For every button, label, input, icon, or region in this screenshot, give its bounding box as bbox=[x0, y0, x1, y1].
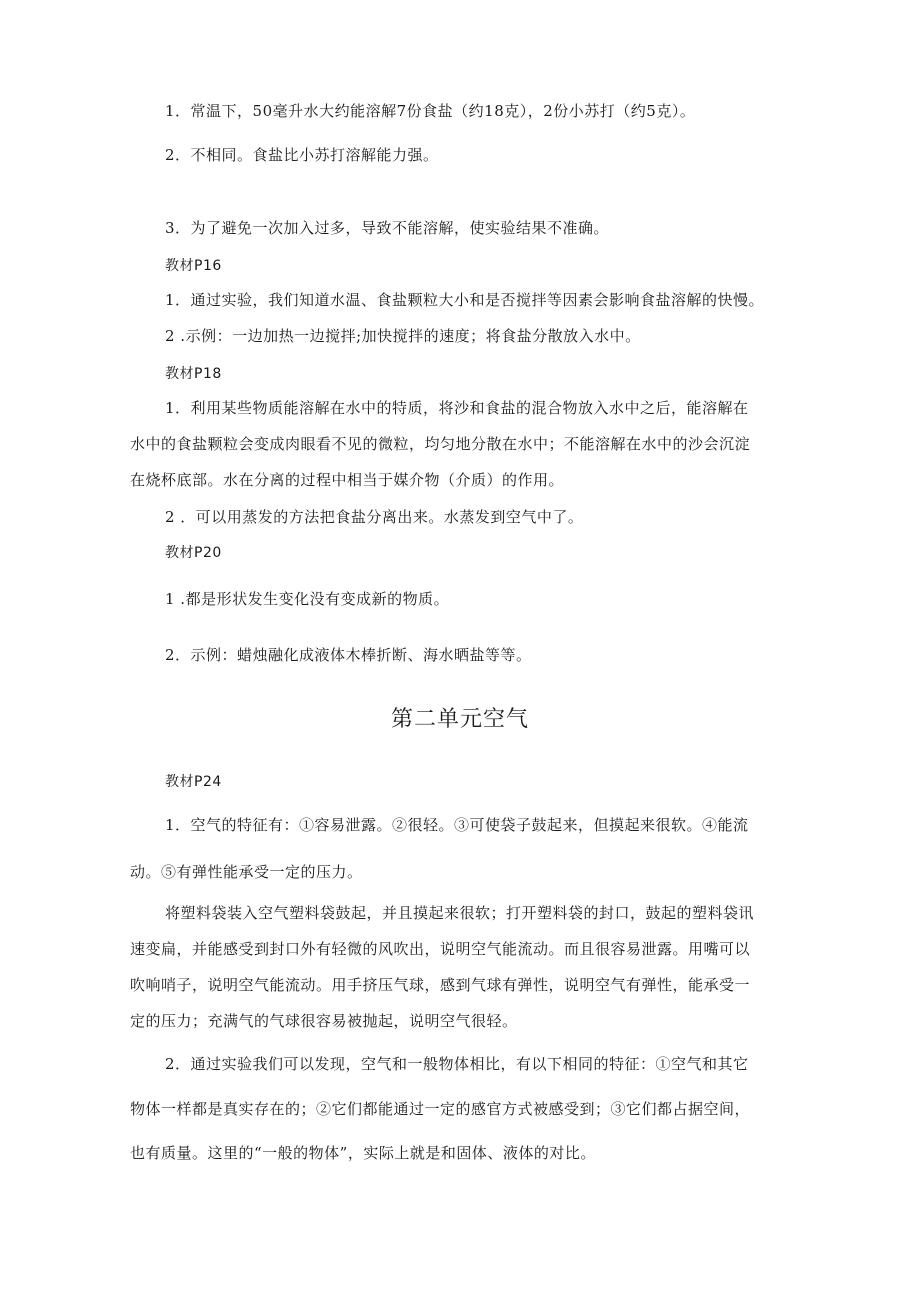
answer-line: 2．不相同。食盐比小苏打溶解能力强。 bbox=[165, 146, 439, 164]
answer-line: 物体一样都是真实存在的；②它们都能通过一定的感官方式被感受到；③它们都占据空间， bbox=[130, 1100, 751, 1118]
section-label: 教材P24 bbox=[165, 774, 222, 790]
answer-line: 也有质量。这里的“一般的物体”，实际上就是和固体、液体的对比。 bbox=[130, 1144, 596, 1162]
answer-line: 水中的食盐颗粒会变成肉眼看不见的微粒，均匀地分散在水中；不能溶解在水中的沙会沉淀 bbox=[130, 435, 751, 453]
answer-line: 3．为了避免一次加入过多，导致不能溶解，使实验结果不准确。 bbox=[165, 219, 610, 237]
explanation-line: 速变扁，并能感受到封口外有轻微的风吹出，说明空气能流动。而且很容易泄露。用嘴可以 bbox=[130, 940, 751, 958]
section-label: 教材P18 bbox=[165, 366, 222, 382]
explanation-line: 定的压力；充满气的气球很容易被抛起，说明空气很轻。 bbox=[130, 1012, 518, 1030]
section-label: 教材P16 bbox=[165, 258, 222, 274]
answer-line: 动。⑤有弹性能承受一定的压力。 bbox=[130, 863, 363, 881]
answer-line: 2 ．可以用蒸发的方法把食盐分离出来。水蒸发到空气中了。 bbox=[165, 508, 584, 526]
explanation-line: 吹响哨子，说明空气能流动。用手挤压气球，感到气球有弹性，说明空气有弹性，能承受一 bbox=[130, 976, 751, 994]
unit-heading: 第二单元空气 bbox=[390, 707, 529, 732]
section-label: 教材P20 bbox=[165, 545, 222, 561]
answer-line: 2．通过实验我们可以发现，空气和一般物体相比，有以下相同的特征：①空气和其它 bbox=[165, 1055, 749, 1073]
answer-line: 1．常温下，50毫升水大约能溶解7份食盐（约18克），2份小苏打（约5克）。 bbox=[165, 102, 696, 120]
answer-line: 2．示例：蜡烛融化成液体木棒折断、海水晒盐等等。 bbox=[165, 646, 532, 664]
answer-line: 在烧杯底部。水在分离的过程中相当于媒介物（介质）的作用。 bbox=[130, 471, 565, 489]
answer-line: 1．通过实验，我们知道水温、食盐颗粒大小和是否搅拌等因素会影响食盐溶解的快慢。 bbox=[165, 291, 765, 309]
answer-line: 1．空气的特征有：①容易泄露。②很轻。③可使袋子鼓起来，但摸起来很软。④能流 bbox=[165, 816, 749, 834]
answer-line: 1．利用某些物质能溶解在水中的特质，将沙和食盐的混合物放入水中之后，能溶解在 bbox=[165, 399, 749, 417]
answer-line: 1 .都是形状发生变化没有变成新的物质。 bbox=[165, 590, 450, 608]
answer-line: 2 .示例：一边加热一边搅拌;加快搅拌的速度；将食盐分散放入水中。 bbox=[165, 327, 641, 345]
explanation-line: 将塑料袋装入空气塑料袋鼓起，并且摸起来很软；打开塑料袋的封口，鼓起的塑料袋讯 bbox=[165, 904, 755, 922]
